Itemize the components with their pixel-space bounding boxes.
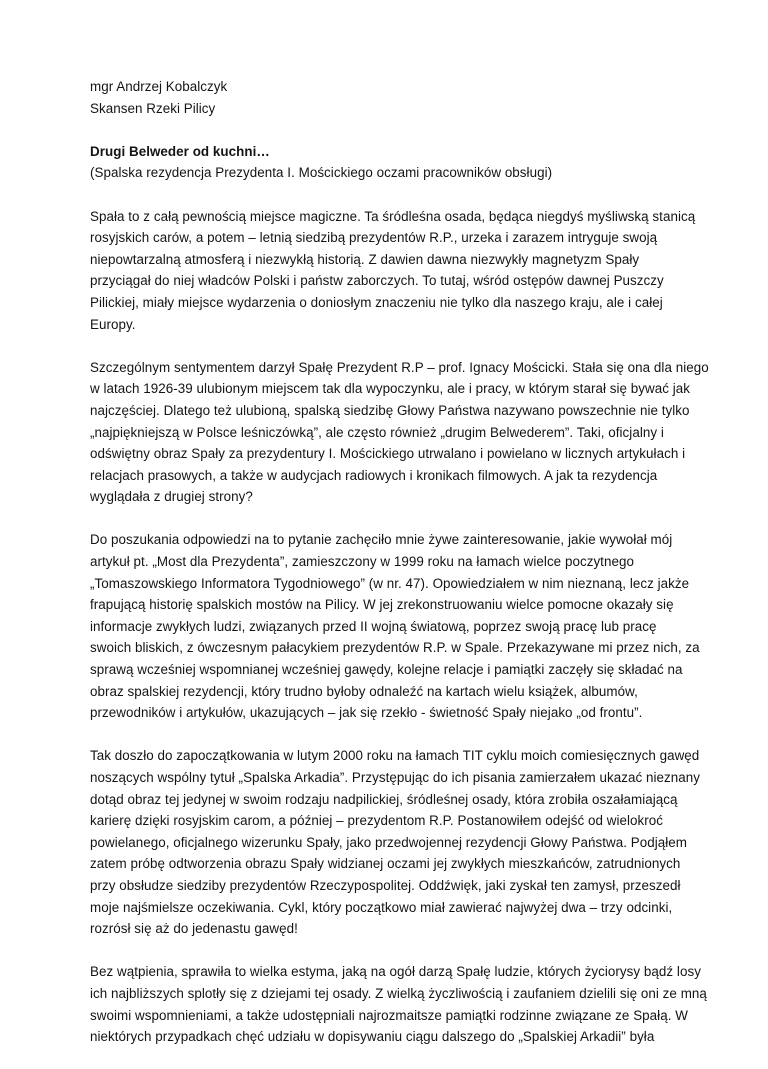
heading-block xyxy=(90,141,690,184)
text-line: zatem próbę odtworzenia obrazu Spały widzianej oczami jej zwykłych mieszkańców, zatrudnionych xyxy=(90,856,681,872)
text-line: Bez wątpienia, sprawiła to wielka estyma, jaką na ogół darzą Spałę ludzie, których życiorysy bądź losy xyxy=(90,964,701,980)
paragraph-2 xyxy=(90,357,709,508)
paragraph-4 xyxy=(90,745,700,939)
text-line: rozrósł się aż do jedenastu gawęd! xyxy=(90,921,298,937)
article-subtitle: (Spalska rezydencja Prezydenta I. Mościckiego oczami pracowników obsługi) xyxy=(90,165,553,181)
text-line: „Tomaszowskiego Informatora Tygodniowego” (w nr. 47). Opowiedziałem w nim nieznaną, lecz jakże xyxy=(90,575,690,591)
paragraph-5 xyxy=(90,961,707,1047)
text-line: swoimi wspomnieniami, a także udostępniali najrozmaitsze pamiątki rodzinne związane ze Spałą. W xyxy=(90,1007,688,1023)
text-line: artykuł pt. „Most dla Prezydenta”, zamieszczony w 1999 roku na łamach wielce poczytnego xyxy=(90,554,634,570)
text-line: przewodników i artykułów, ukazujących – jak się rzekło - świetność Spały niejako „od frontu”. xyxy=(90,705,643,721)
text-line: Do poszukania odpowiedzi na to pytanie zachęciło mnie żywe zainteresowanie, jakie wywołał mój xyxy=(90,532,673,548)
text-line: Pilickiej, miały miejsce wydarzenia o doniosłym znaczeniu nie tylko dla naszego kraju, ale i całej xyxy=(90,294,663,310)
author-block xyxy=(90,76,690,119)
text-line: noszących wspólny tytuł „Spalska Arkadia”. Przystępując do ich pisania zamierzałem ukazać nieznany xyxy=(90,770,700,785)
text-line: „najpiękniejszą w Polsce leśniczówką”, ale często również „drugim Belwederem”. Taki, oficjalny i xyxy=(90,424,664,440)
text-line: karierę dzięki rosyjskim carom, a później – prezydentom R.P. Postanowiłem odejść od wielokroć xyxy=(90,813,663,829)
text-line: sprawą wcześniej wspomnianej wcześniej gawędy, kolejne relacje i pamiątki zaczęły się składać na xyxy=(90,662,683,678)
text-line: ich najbliższych splotły się z dziejami tej osady. Z wielką życzliwością i zaufaniem dzielili się oni ze mną xyxy=(90,985,707,1001)
author-affiliation: Skansen Rzeki Pilicy xyxy=(90,100,216,116)
text-line: przy obsłudze siedziby prezydentów Rzeczypospolitej. Oddźwięk, jaki zyskał ten zamysł, przeszedł xyxy=(90,877,681,893)
text-line: Spała to z całą pewnością miejsce magiczne. Ta śródleśna osada, będąca niegdyś myśliwską stanicą xyxy=(90,208,696,224)
text-line: odświętny obraz Spały za prezydentury I. Mościckiego utrwalano i powielano w licznych artykułach i xyxy=(90,446,686,462)
article-title: Drugi Belweder od kuchni… xyxy=(90,143,270,159)
text-line: Szczególnym sentymentem darzył Spałę Prezydent R.P – prof. Ignacy Mościcki. Stała się ona dla niego xyxy=(90,359,709,375)
text-line: w latach 1926-39 ulubionym miejscem tak dla wypoczynku, ale i pracy, w którym starał się bywać jak xyxy=(90,381,691,397)
document-page xyxy=(90,76,709,1069)
text-line: przyciągał do niej władców Polski i państw zaborczych. To tutaj, wśród ostępów dawnej Puszczy xyxy=(90,273,664,289)
text-line: relacjach prasowych, a także w audycjach radiowych i kronikach filmowych. A jak ta rezydencja xyxy=(90,467,658,483)
text-line: swoich bliskich, z ówczesnym pałacykiem prezydentów R.P. w Spale. Przekazywane mi przez nich, za xyxy=(90,640,700,656)
text-line: powielanego, oficjalnego wizerunku Spały, jako przedwojennej rezydencji Głowy Państwa. Podjąłem xyxy=(90,834,687,850)
text-line: obraz spalskiej rezydencji, który trudno byłoby odnaleźć na kartach wielu książek, albumów, xyxy=(90,683,638,699)
text-line: rosyjskich carów, a potem – letnią siedzibą prezydentów R.P., urzeka i zarazem intryguje swoją xyxy=(90,230,658,246)
author-name: mgr Andrzej Kobalczyk xyxy=(90,79,228,94)
paragraph-1 xyxy=(90,206,696,336)
text-line: Europy. xyxy=(90,316,136,332)
text-line: dotąd obraz tej jedynej w swoim rodzaju nadpilickiej, śródleśnej osady, która zrobiła oszałamiającą xyxy=(90,791,678,807)
text-line: informacje zwykłych ludzi, związanych przed II wojną światową, poprzez swoją pracę lub pracę xyxy=(90,618,657,634)
paragraph-3 xyxy=(90,529,700,723)
text-line: niepowtarzalną atmosferą i niezwykłą historią. Z dawien dawna niezwykły magnetyzm Spały xyxy=(90,251,640,267)
text-line: wyglądała z drugiej strony? xyxy=(90,489,253,505)
text-line: moje najśmielsze oczekiwania. Cykl, który początkowo miał zawierać najwyżej dwa – trzy odcinki, xyxy=(90,899,673,915)
text-line: frapującą historię spalskich mostów na Pilicy. W jej zrekonstruowaniu wielce pomocne okazały się xyxy=(90,597,674,613)
text-line: Tak doszło do zapoczątkowania w lutym 2000 roku na łamach TIT cyklu moich comiesięcznych gawęd xyxy=(90,748,700,764)
text-line: najczęściej. Dlatego też ulubioną, spalską siedzibę Głowy Państwa nazywano powszechnie nie tylko xyxy=(90,402,690,418)
text-line: niektórych przypadkach chęć udziału w dopisywaniu ciągu dalszego do „Spalskiej Arkadii” była xyxy=(90,1029,655,1045)
